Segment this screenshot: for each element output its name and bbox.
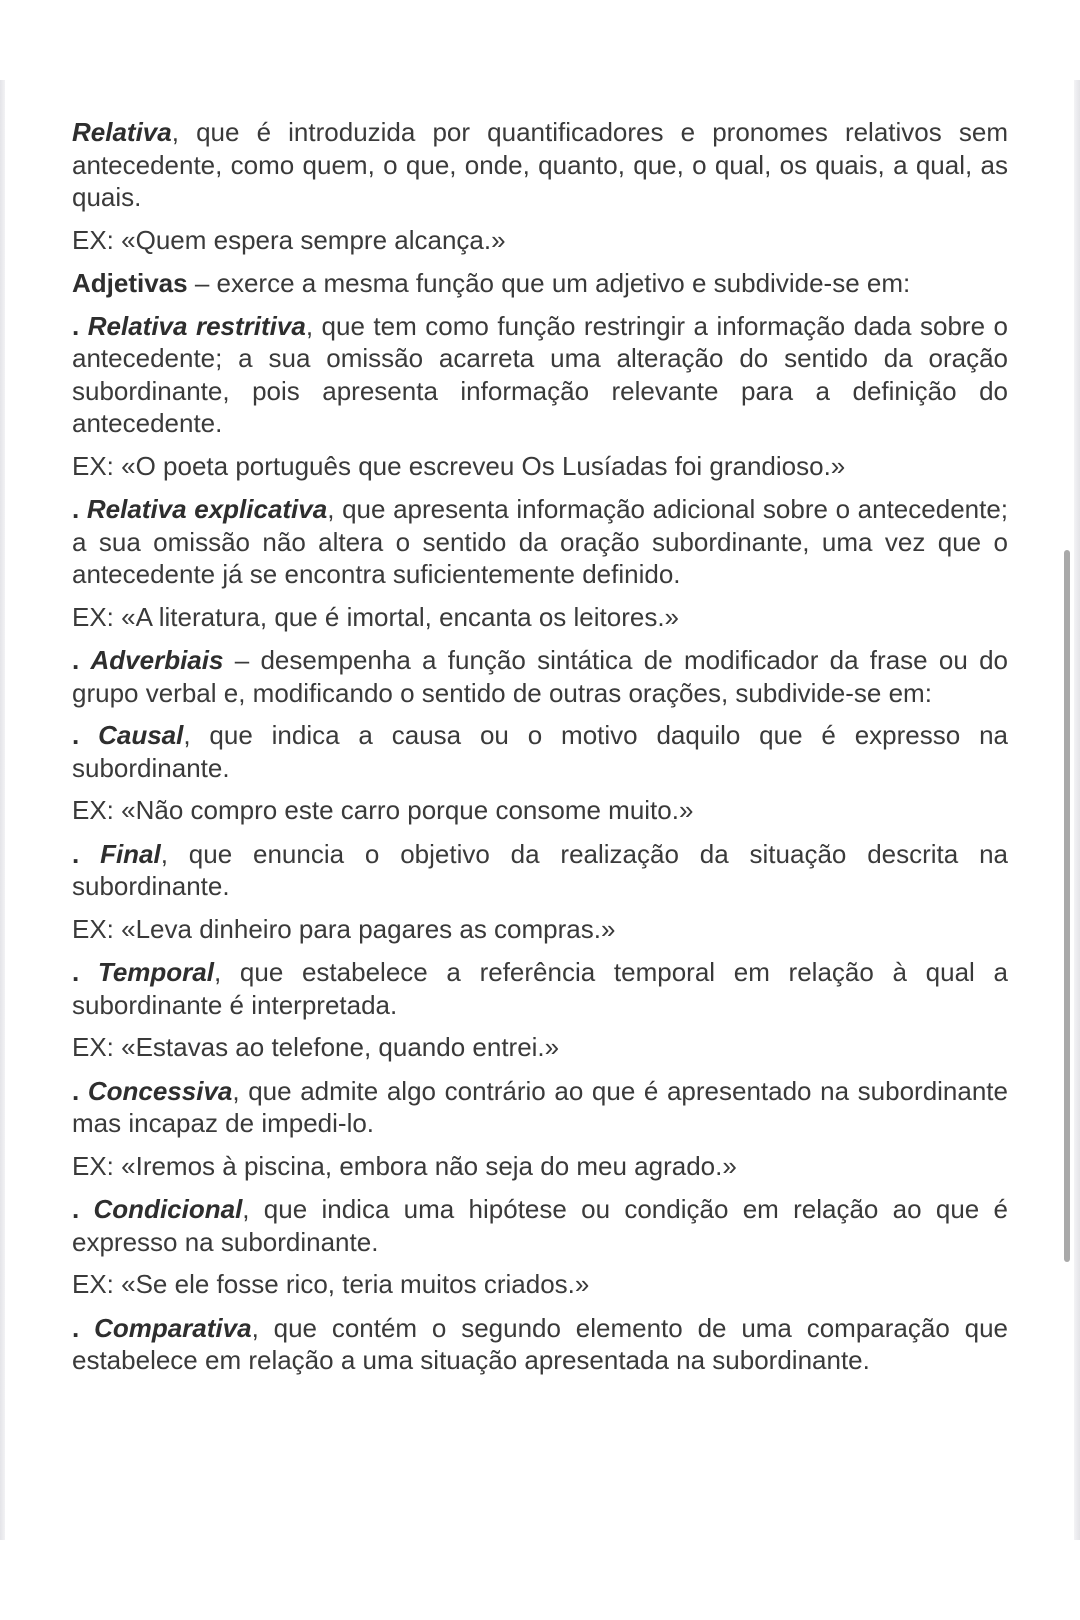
term: Comparativa [94,1312,252,1343]
example-concessiva: EX: «Iremos à piscina, embora não seja do meu agrado.» [72,1150,737,1181]
bullet-dot: . [72,1075,88,1106]
definition-condicional [72,1193,1008,1258]
term: Adverbiais [90,645,224,675]
page-left-edge [0,80,5,1540]
definition-adverbiais [72,644,1008,709]
page-right-edge [1074,80,1080,1540]
bullet-dot: . [72,720,99,750]
document-content [72,116,1008,1387]
example-condicional: EX: «Se ele fosse rico, teria muitos criados.» [72,1269,590,1299]
term: Relativa explicativa [86,494,328,524]
definition-temporal [72,956,1008,1021]
definition-text: , que indica uma hipótese ou condição em relação ao que é expresso na subordinante. [72,1194,1008,1257]
vertical-scrollbar-thumb[interactable] [1064,550,1070,1262]
example-causal: EX: «Não compro este carro porque consome muito.» [72,795,694,825]
definition-text: , que apresenta informação adicional sobre o antecedente; a sua omissão não altera o sentido da oração subordinante, uma vez que o antecedente já se encontra suficientemente definido. [72,494,1009,589]
definition-final [72,838,1008,903]
bullet-dot: . [72,957,98,987]
definition-text: , que admite algo contrário ao que é apresentado na subordinante mas incapaz de impedi-lo. [72,1075,1008,1138]
term: Final [100,838,161,869]
definition-relativa [72,116,1008,214]
definition-relativa-restritiva [72,310,1008,440]
term: Condicional [93,1194,243,1224]
definition-relativa-explicativa [72,493,1008,591]
definition-causal [72,719,1008,784]
term: Temporal [97,957,214,987]
definition-text: , que indica a causa ou o motivo daquilo que é expresso na subordinante. [72,720,1008,783]
bullet-dot: . [72,1312,95,1343]
definition-text: , que contém o segundo elemento de uma comparação que estabelece em relação a uma situação apresentada na subordinante. [72,1312,1009,1375]
definition-comparativa [72,1312,1008,1377]
definition-text: – desempenha a função sintática de modificador da frase ou do grupo verbal e, modificando o sentido de outras orações, subdivide-se em: [72,645,1008,708]
definition-text: , que é introduzida por quantificadores e pronomes relativos sem antecedente, como quem, o que, onde, quanto, que, o qual, os quais, a qual, as quais. [72,117,1008,212]
bullet-dot: . [72,1194,94,1224]
example-temporal: EX: «Estavas ao telefone, quando entrei.» [72,1032,560,1062]
term: Adjetivas [72,268,188,298]
term: Causal [98,720,184,750]
bullet-dot: . [72,310,88,341]
definition-text: , que tem como função restringir a informação dada sobre o antecedente; a sua omissão acarreta uma alteração do sentido da oração subordinante, pois apresenta informação relevante para a definição do antecedente. [72,310,1008,438]
example-relativa-restritiva: EX: «O poeta português que escreveu Os Lusíadas foi grandioso.» [72,450,846,481]
definition-concessiva [72,1075,1008,1140]
example-relativa-explicativa: EX: «A literatura, que é imortal, encanta os leitores.» [72,601,680,632]
term: Relativa restritiva [87,310,306,341]
definition-adjetivas [72,267,1008,300]
example-relativa: EX: «Quem espera sempre alcança.» [72,224,506,255]
bullet-dot: . [72,494,87,524]
bullet-dot: . [72,838,101,869]
bullet-dot: . [72,645,91,675]
term: Concessiva [87,1075,233,1106]
example-final: EX: «Leva dinheiro para pagares as compras.» [72,913,616,944]
term: Relativa [72,117,172,147]
definition-text: , que estabelece a referência temporal em relação à qual a subordinante é interpretada. [72,957,1008,1020]
definition-text: – exerce a mesma função que um adjetivo e subdivide-se em: [187,268,911,298]
definition-text: , que enuncia o objetivo da realização da situação descrita na subordinante. [72,838,1008,901]
